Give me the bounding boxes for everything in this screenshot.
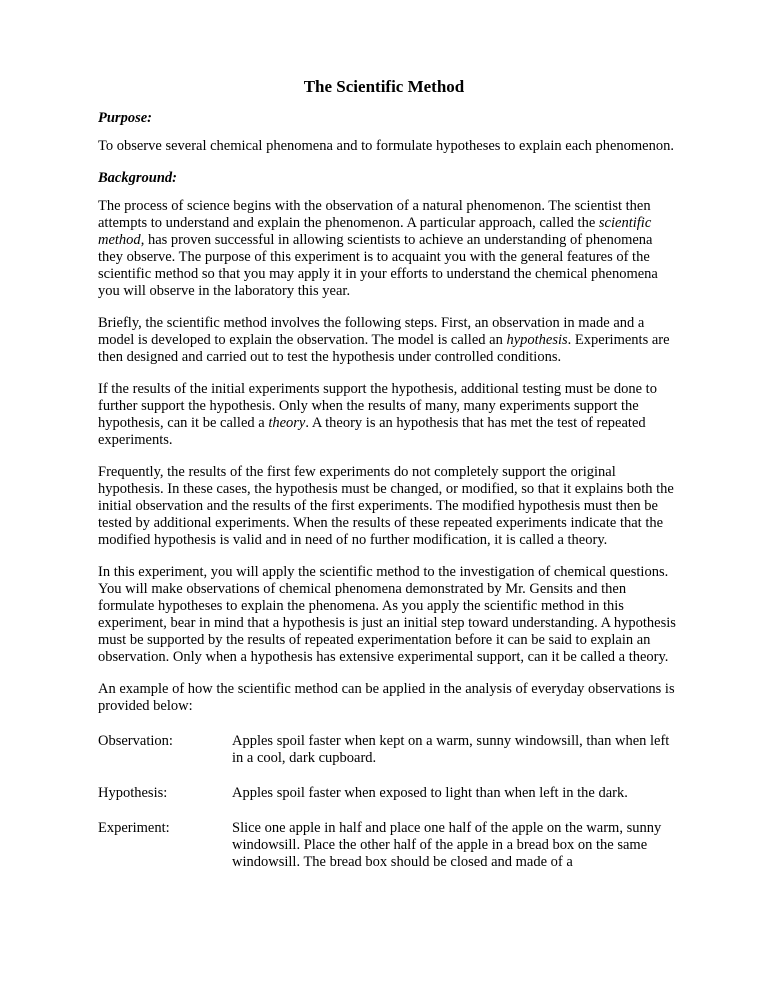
document-body	[98, 110, 676, 889]
purpose-heading: Purpose:	[98, 110, 152, 126]
paragraph-text: Briefly, the scientific method involves the following steps. First, an observation in made and a model is developed to explain the observation. The model is called an	[98, 315, 645, 348]
emphasis-scientific-method: scientific method	[98, 215, 652, 248]
table-row	[98, 733, 676, 785]
background-heading: Background:	[98, 170, 177, 186]
document-title: The Scientific Method	[303, 77, 465, 96]
paragraph-text: . Experiments are then designed and carried out to test the hypothesis under controlled conditions.	[98, 332, 670, 365]
paragraph-text: , has proven successful in allowing scientists to achieve an understanding of phenomena they observe. The purpose of this experiment is to acquaint you with the general features of the scientific method so that you may apply it in your efforts to understand the chemical phenomena you will observe in the laboratory this year.	[98, 232, 658, 299]
paragraph-text: . A theory is an hypothesis that has met the test of repeated experiments.	[98, 415, 646, 448]
observation-text: Apples spoil faster when kept on a warm, sunny windowsill, than when left in a cool, dark cupboard.	[232, 733, 670, 766]
emphasis-theory: theory	[268, 415, 306, 431]
table-row	[98, 820, 676, 889]
table-row	[98, 785, 676, 820]
background-paragraph-4: Frequently, the results of the first few experiments do not completely support the original hypothesis. In these cases, the hypothesis must be changed, or modified, so that it explains both the initial observation and the results of the first experiments. The modified hypothesis must then be tested by additional experiments. When the results of these repeated experiments indicate that the modified hypothesis is valid and in need of no further modification, it is called a theory.	[98, 464, 674, 548]
experiment-label: Experiment:	[98, 820, 170, 836]
background-paragraph-2	[98, 315, 676, 366]
background-paragraph-5: In this experiment, you will apply the scientific method to the investigation of chemical questions. You will make observations of chemical phenomena demonstrated by Mr. Gensits and then formulate hypotheses to explain the phenomena. As you apply the scientific method in this experiment, bear in mind that a hypothesis is just an initial step toward understanding. A hypothesis must be supported by the results of repeated experimentation before it can be said to explain an observation. Only when a hypothesis has extensive experimental support, can it be called a theory.	[98, 564, 676, 665]
paragraph-text: The process of science begins with the observation of a natural phenomenon. The scientist then attempts to understand and explain the phenomenon. A particular approach, called the	[98, 198, 651, 231]
experiment-text: Slice one apple in half and place one half of the apple on the warm, sunny windowsill. Place the other half of the apple in a bread box on the same windowsill. The bread box should be closed and made of a	[232, 820, 662, 870]
background-paragraph-6: An example of how the scientific method can be applied in the analysis of everyday observations is provided below:	[98, 681, 675, 714]
background-paragraph-3	[98, 381, 676, 449]
emphasis-hypothesis: hypothesis	[506, 332, 568, 348]
example-table	[98, 733, 676, 889]
purpose-text: To observe several chemical phenomena and to formulate hypotheses to explain each phenomenon.	[98, 138, 674, 154]
paragraph-text: If the results of the initial experiments support the hypothesis, additional testing must be done to further support the hypothesis. Only when the results of many, many experiments support the hypothesis, can it be called a	[98, 381, 657, 431]
observation-label: Observation:	[98, 733, 173, 749]
background-paragraph-1	[98, 198, 676, 300]
hypothesis-text: Apples spoil faster when exposed to light than when left in the dark.	[232, 785, 628, 801]
hypothesis-label: Hypothesis:	[98, 785, 168, 801]
